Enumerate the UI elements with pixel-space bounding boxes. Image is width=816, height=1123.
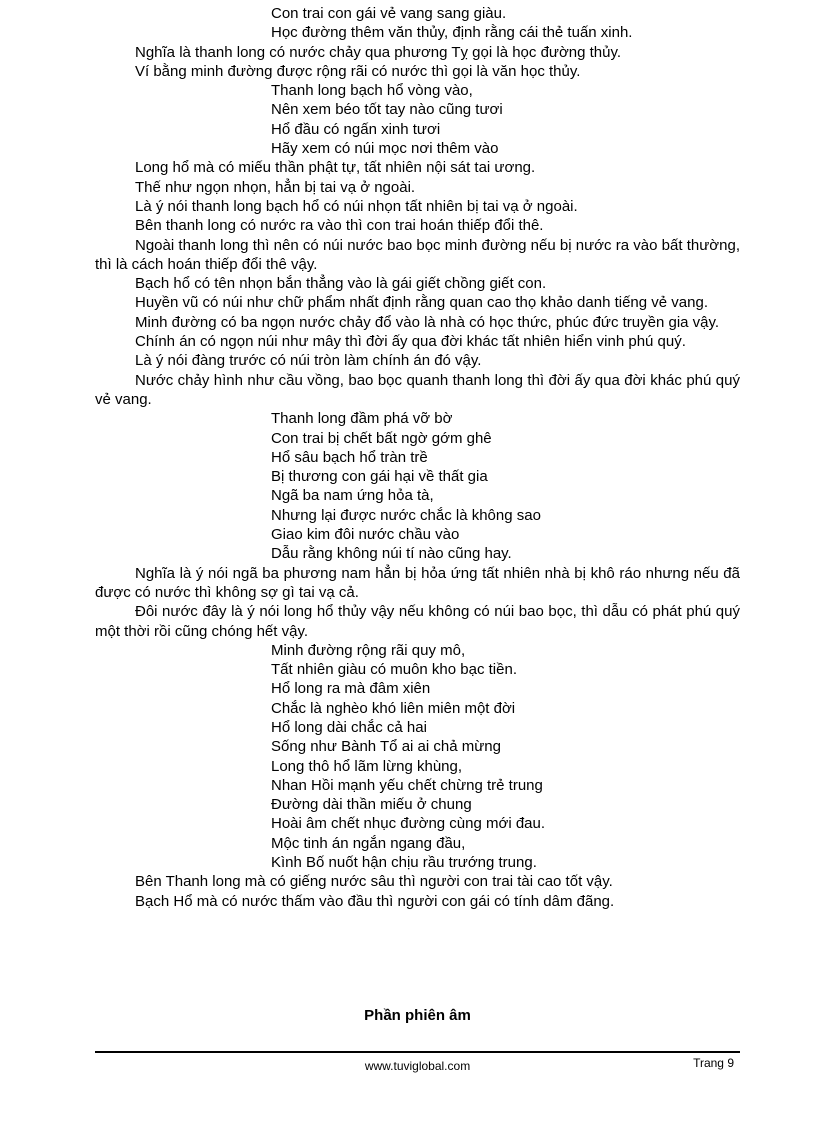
verse-line: Con trai con gái vẻ vang sang giàu. xyxy=(271,5,507,22)
paragraph: Minh đường có ba ngọn nước chảy đổ vào là nhà có học thức, phúc đức truyền gia vậy. xyxy=(135,313,720,331)
verse-line: Hoài âm chết nhục đường cùng mới đau. xyxy=(271,815,546,833)
paragraph: Long hổ mà có miếu thần phật tự, tất nhiên nội sát tai ương. xyxy=(135,159,536,177)
section-heading: Phần phiên âm xyxy=(364,1007,471,1024)
verse-line: Con trai bị chết bất ngờ gớm ghê xyxy=(271,429,492,447)
verse-line: Giao kim đôi nước chầu vào xyxy=(271,526,460,544)
verse-line: Dẫu rằng không núi tí nào cũng hay. xyxy=(271,545,512,563)
verse-line: Tất nhiên giàu có muôn kho bạc tiền. xyxy=(271,661,517,679)
paragraph: Là ý nói thanh long bạch hổ có núi nhọn tất nhiên bị tai vạ ở ngoài. xyxy=(135,197,578,215)
footer-divider xyxy=(95,1051,740,1053)
verse-line: Hãy xem có núi mọc nơi thêm vào xyxy=(271,140,499,158)
paragraph: Đôi nước đây là ý nói long hổ thủy vậy nếu không có núi bao bọc, thì dẫu có phát phú quý một thời rồi cũng chóng hết vậy. xyxy=(95,603,740,640)
verse-line: Minh đường rộng rãi quy mô, xyxy=(271,641,466,659)
verse-line: Hổ long dài chắc cả hai xyxy=(271,718,427,736)
footer-website: www.tuviglobal.com xyxy=(364,1059,471,1073)
verse-line: Long thô hổ lãm lừng khùng, xyxy=(271,757,463,775)
verse-line: Mộc tinh án ngắn ngang đầu, xyxy=(271,834,466,852)
paragraph: Bên thanh long có nước ra vào thì con trai hoán thiếp đổi thê. xyxy=(135,217,544,235)
verse-line: Thanh long bạch hổ vòng vào, xyxy=(271,82,473,100)
paragraph: Huyền vũ có núi như chữ phẩm nhất định rằng quan cao thọ khảo danh tiếng vẻ vang. xyxy=(135,294,708,312)
verse-line: Hổ sâu bạch hổ tràn trề xyxy=(271,448,428,466)
page-number: Trang 9 xyxy=(693,1056,734,1070)
verse-line: Bị thương con gái hại về thất gia xyxy=(271,468,488,486)
paragraph: Chính án có ngọn núi như mây thì đời ấy qua đời khác tất nhiên hiển vinh phú quý. xyxy=(135,333,686,351)
verse-line: Học đường thêm văn thủy, định rằng cái thẻ tuấn xinh. xyxy=(271,24,633,42)
verse-line: Hổ đầu có ngấn xinh tươi xyxy=(271,120,441,138)
paragraph: Bên Thanh long mà có giếng nước sâu thì người con trai tài cao tốt vậy. xyxy=(135,873,613,891)
verse-line: Hổ long ra mà đâm xiên xyxy=(271,680,431,698)
verse-line: Đường dài thần miếu ở chung xyxy=(271,796,472,814)
verse-line: Sống như Bành Tổ ai ai chả mừng xyxy=(271,738,501,756)
paragraph: Nghĩa là thanh long có nước chảy qua phương Tỵ gọi là học đường thủy. xyxy=(135,43,622,61)
verse-line: Nhan Hồi mạnh yếu chết chừng trẻ trung xyxy=(271,776,543,794)
verse-line: Chắc là nghèo khó liên miên một đời xyxy=(271,699,516,717)
paragraph: Nghĩa là ý nói ngã ba phương nam hẳn bị hỏa ứng tất nhiên nhà bị khô ráo nhưng nếu đã được có nước thì không sợ gì tai vạ cả. xyxy=(95,564,740,601)
paragraph: Là ý nói đàng trước có núi tròn làm chính án đó vậy. xyxy=(135,352,482,370)
verse-line: Ngã ba nam ứng hỏa tà, xyxy=(271,487,434,505)
paragraph: Bạch hổ có tên nhọn bắn thẳng vào là gái giết chồng giết con. xyxy=(135,275,547,293)
verse-line: Thanh long đầm phá vỡ bờ xyxy=(271,410,453,428)
paragraph: Bạch Hổ mà có nước thấm vào đầu thì người con gái có tính dâm đãng. xyxy=(135,892,615,910)
body-text xyxy=(95,4,740,911)
paragraph: Nước chảy hình như cầu vồng, bao bọc quanh thanh long thì đời ấy qua đời khác phú quý vẻ vang. xyxy=(95,371,740,408)
paragraph: Ví bằng minh đường được rộng rãi có nước thì gọi là văn học thủy. xyxy=(135,62,581,80)
paragraph: Ngoài thanh long thì nên có núi nước bao bọc minh đường nếu bị nước ra vào bất thường, thì là cách hoán thiếp đổi thê vậy. xyxy=(95,236,740,273)
verse-line: Nên xem béo tốt tay nào cũng tươi xyxy=(271,101,503,119)
verse-line: Kình Bố nuốt hận chịu rầu trướng trung. xyxy=(271,854,537,872)
verse-line: Nhưng lại được nước chắc là không sao xyxy=(271,506,541,524)
paragraph: Thế như ngọn nhọn, hẳn bị tai vạ ở ngoài. xyxy=(135,178,416,196)
